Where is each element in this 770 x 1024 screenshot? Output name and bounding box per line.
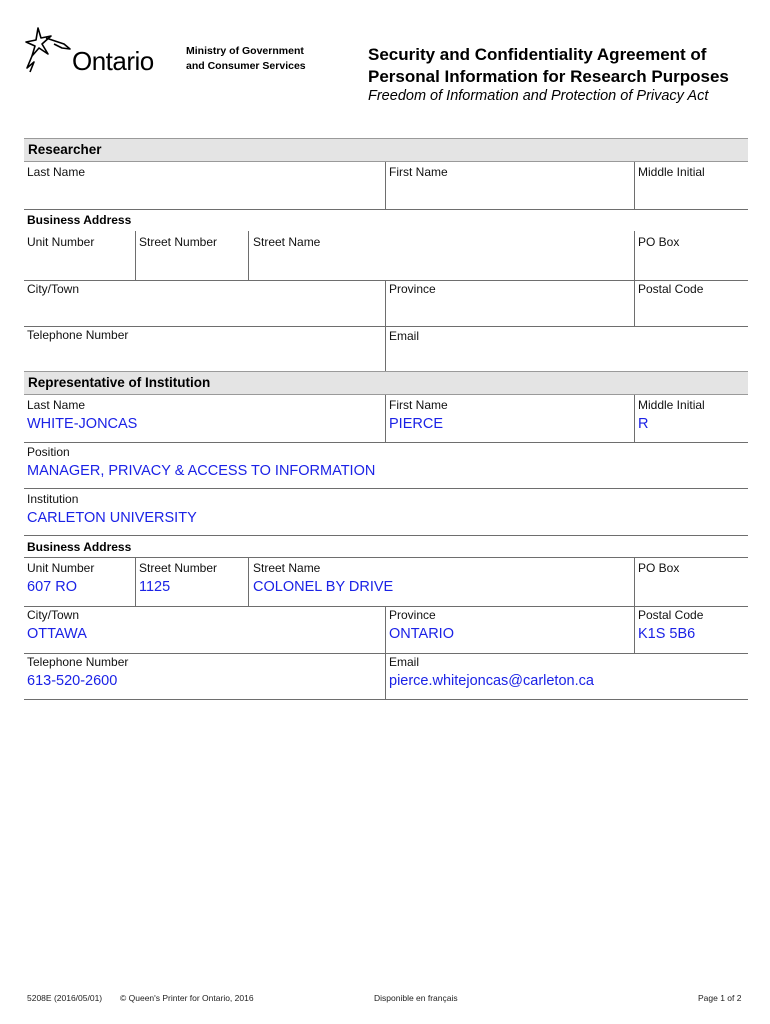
rep-position-field[interactable]: MANAGER, PRIVACY & ACCESS TO INFORMATION	[27, 463, 376, 479]
divider	[634, 231, 635, 280]
divider	[634, 557, 635, 606]
trillium-icon	[24, 24, 72, 78]
form-title	[368, 44, 729, 88]
rep-institution-field[interactable]: CARLETON UNIVERSITY	[27, 510, 197, 526]
rep-first-name-label: First Name	[389, 398, 448, 412]
rep-street-number-label: Street Number	[139, 561, 218, 575]
researcher-street-number-label: Street Number	[139, 235, 218, 249]
researcher-city-label: City/Town	[27, 282, 80, 296]
act-subtitle: Freedom of Information and Protection of Privacy Act	[368, 88, 709, 104]
rep-institution-label: Institution	[27, 492, 79, 506]
french-availability: Disponible en français	[374, 993, 458, 1003]
divider	[385, 326, 386, 372]
divider	[24, 699, 748, 700]
divider	[24, 209, 748, 210]
rep-street-name-label: Street Name	[253, 561, 321, 575]
divider	[385, 280, 386, 326]
researcher-postal-code-label: Postal Code	[638, 282, 704, 296]
rep-city-field[interactable]: OTTAWA	[27, 626, 87, 642]
rep-email-label: Email	[389, 655, 420, 669]
rep-street-name-field[interactable]: COLONEL BY DRIVE	[253, 579, 394, 595]
rep-last-name-label: Last Name	[27, 398, 86, 412]
divider	[24, 535, 748, 536]
rep-business-address-label: Business Address	[27, 540, 132, 554]
researcher-telephone-label: Telephone Number	[27, 328, 129, 342]
rep-telephone-label: Telephone Number	[27, 655, 129, 669]
rep-first-name-field[interactable]: PIERCE	[389, 416, 443, 432]
rep-unit-number-field[interactable]: 607 RO	[27, 579, 77, 595]
divider	[634, 606, 635, 653]
representative-section-header	[24, 371, 748, 395]
researcher-middle-initial-label: Middle Initial	[638, 165, 705, 179]
rep-unit-number-label: Unit Number	[27, 561, 95, 575]
ministry-line-2: and Consumer Services	[186, 60, 306, 72]
rep-postal-code-field[interactable]: K1S 5B6	[638, 626, 696, 642]
ministry-name	[186, 44, 306, 74]
researcher-province-label: Province	[389, 282, 436, 296]
divider	[24, 488, 748, 489]
logo-wordmark: Ontario	[72, 46, 154, 76]
representative-section-title: Representative of Institution	[28, 375, 211, 390]
rep-middle-initial-label: Middle Initial	[638, 398, 705, 412]
divider	[634, 280, 635, 326]
divider	[248, 557, 249, 606]
divider	[24, 557, 748, 558]
rep-po-box-label: PO Box	[638, 561, 680, 575]
researcher-email-label: Email	[389, 329, 420, 343]
divider	[385, 606, 386, 653]
divider	[24, 280, 748, 281]
form-title-line-1: Security and Confidentiality Agreement of	[368, 45, 707, 64]
researcher-business-address-label: Business Address	[27, 213, 132, 227]
researcher-street-name-label: Street Name	[253, 235, 321, 249]
rep-last-name-field[interactable]: WHITE-JONCAS	[27, 416, 138, 432]
divider	[385, 162, 386, 209]
form-number: 5208E (2016/05/01)	[27, 993, 103, 1003]
divider	[248, 231, 249, 280]
divider	[385, 395, 386, 442]
researcher-section-header	[24, 138, 748, 162]
divider	[634, 395, 635, 442]
rep-province-label: Province	[389, 608, 436, 622]
researcher-first-name-label: First Name	[389, 165, 448, 179]
rep-city-label: City/Town	[27, 608, 80, 622]
rep-street-number-field[interactable]: 1125	[139, 579, 171, 595]
divider	[135, 231, 136, 280]
researcher-po-box-label: PO Box	[638, 235, 680, 249]
researcher-last-name-label: Last Name	[27, 165, 86, 179]
researcher-unit-number-label: Unit Number	[27, 235, 95, 249]
divider	[634, 162, 635, 209]
rep-middle-initial-field[interactable]: R	[638, 416, 649, 432]
divider	[24, 653, 748, 654]
rep-postal-code-label: Postal Code	[638, 608, 704, 622]
copyright: © Queen's Printer for Ontario, 2016	[120, 993, 254, 1003]
researcher-section-title: Researcher	[28, 142, 102, 157]
divider	[24, 442, 748, 443]
rep-position-label: Position	[27, 445, 70, 459]
divider	[24, 606, 748, 607]
form-title-line-2: Personal Information for Research Purposes	[368, 67, 729, 86]
rep-email-field[interactable]: pierce.whitejoncas@carleton.ca	[389, 673, 594, 689]
ontario-logo	[24, 24, 174, 78]
rep-province-field[interactable]: ONTARIO	[389, 626, 454, 642]
page-number: Page 1 of 2	[698, 993, 742, 1003]
divider	[24, 326, 748, 327]
rep-telephone-field[interactable]: 613-520-2600	[27, 673, 118, 689]
divider	[385, 653, 386, 699]
ministry-line-1: Ministry of Government	[186, 45, 304, 57]
divider	[135, 557, 136, 606]
